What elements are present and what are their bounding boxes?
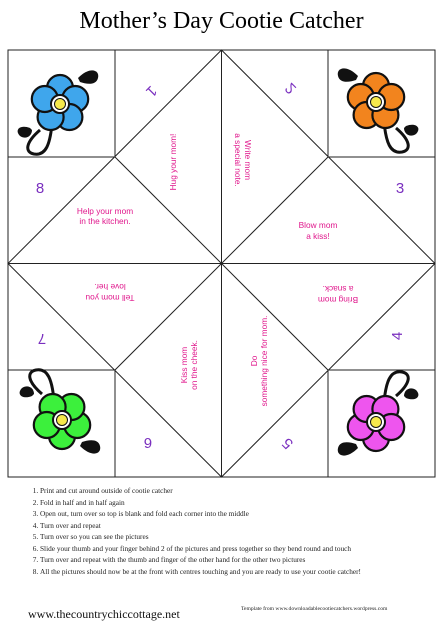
svg-text:a special note.: a special note. bbox=[233, 133, 243, 187]
number-1: 1 bbox=[142, 82, 161, 101]
number-6: 6 bbox=[143, 434, 153, 451]
number-8: 8 bbox=[35, 180, 45, 197]
flower-top-right-icon bbox=[338, 68, 419, 152]
number-4: 4 bbox=[389, 331, 406, 341]
page-title: Mother’s Day Cootie Catcher bbox=[79, 8, 364, 34]
svg-text:Help your mom: Help your mom bbox=[76, 206, 134, 216]
instruction-step: 7. Turn over and repeat with the thumb and finger of the other hand for the other two pictures bbox=[40, 554, 361, 566]
number-3: 3 bbox=[395, 180, 405, 197]
instruction-step: 6. Slide your thumb and your finger behind 2 of the pictures and press together so they bend round and touch bbox=[40, 543, 361, 555]
svg-text:Tell mom you: Tell mom you bbox=[85, 293, 135, 303]
footer-template-credit: Template from www.downloadablecootiecatchers.wordpress.com bbox=[241, 606, 388, 612]
svg-text:a snack.: a snack. bbox=[322, 284, 354, 294]
svg-text:Bring mom: Bring mom bbox=[317, 295, 359, 305]
message-tell-love bbox=[85, 282, 134, 303]
svg-text:something nice for mom.: something nice for mom. bbox=[259, 315, 269, 407]
message-note bbox=[233, 133, 253, 187]
instruction-step: 5. Turn over so you can see the pictures bbox=[40, 531, 361, 543]
instruction-step: 1. Print and cut around outside of cootie catcher bbox=[40, 485, 361, 497]
instruction-step: 8. All the pictures should now be at the front with centres touching and you are ready to use your cootie catcher! bbox=[40, 566, 361, 578]
number-7: 7 bbox=[37, 330, 47, 347]
flower-top-left-icon bbox=[18, 70, 99, 154]
instruction-step: 3. Open out, turn over so top is blank and fold each corner into the middle bbox=[40, 508, 361, 520]
svg-text:love her.: love her. bbox=[94, 282, 126, 292]
svg-text:Kiss mom: Kiss mom bbox=[179, 346, 189, 384]
svg-text:on the cheek.: on the cheek. bbox=[189, 340, 199, 390]
svg-text:Write mom: Write mom bbox=[243, 140, 253, 180]
flower-bottom-left-icon bbox=[20, 370, 101, 454]
svg-text:Do: Do bbox=[249, 355, 259, 367]
footer-site-link[interactable]: www.thecountrychiccottage.net bbox=[28, 607, 180, 621]
message-snack bbox=[318, 284, 358, 305]
svg-text:Blow mom: Blow mom bbox=[298, 220, 338, 230]
instruction-step: 4. Turn over and repeat bbox=[40, 520, 361, 532]
instructions-list bbox=[28, 485, 361, 577]
message-kiss-cheek bbox=[179, 340, 199, 390]
number-2: 2 bbox=[281, 79, 300, 98]
message-nice bbox=[249, 316, 269, 407]
message-hug: Hug your mom! bbox=[168, 133, 178, 191]
svg-text:a kiss!: a kiss! bbox=[306, 231, 330, 241]
message-kitchen bbox=[77, 206, 133, 226]
flower-bottom-right-icon bbox=[338, 372, 419, 456]
svg-text:in the kitchen.: in the kitchen. bbox=[79, 216, 131, 226]
message-blow-kiss bbox=[299, 220, 338, 241]
instruction-step: 2. Fold in half and in half again bbox=[40, 497, 361, 509]
number-5: 5 bbox=[278, 434, 297, 453]
